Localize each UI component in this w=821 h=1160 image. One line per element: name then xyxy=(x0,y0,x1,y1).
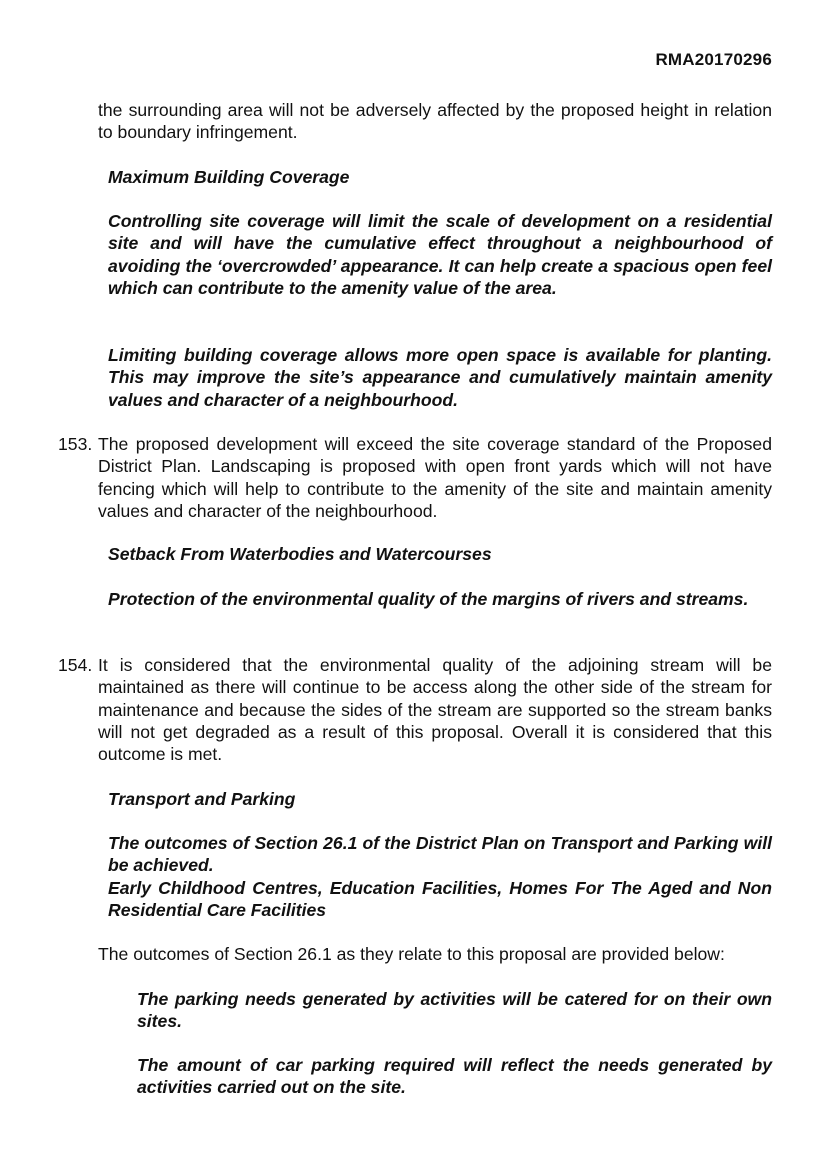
reference-number: RMA20170296 xyxy=(655,50,772,69)
heading-building-coverage: Maximum Building Coverage xyxy=(108,167,350,187)
intro-paragraph: the surrounding area will not be adversely affected by the proposed height in relation to boundary infringement. xyxy=(98,100,772,143)
paragraph-153-text: The proposed development will exceed the site coverage standard of the Proposed District Plan. Landscaping is proposed with open front yards which will not have fencing which will help to contribute to the amenity of the site and maintain amenity values and character of the neighbourhood. xyxy=(98,434,772,521)
paragraph-number-154: 154. xyxy=(58,655,93,675)
outcome-parking-1: The parking needs generated by activities will be catered for on their own sites. xyxy=(137,989,772,1032)
outcomes-intro: The outcomes of Section 26.1 as they relate to this proposal are provided below: xyxy=(98,944,725,964)
outcome-coverage-2: Limiting building coverage allows more open space is available for planting. This may improve the site’s appearance and cumulatively maintain amenity values and character of a neighbourhood. xyxy=(108,345,772,410)
outcome-parking-2: The amount of car parking required will reflect the needs generated by activities carried out on the site. xyxy=(137,1055,772,1098)
paragraph-153 xyxy=(58,433,772,522)
heading-transport: Transport and Parking xyxy=(108,789,296,809)
outcome-transport-2: Early Childhood Centres, Education Facilities, Homes For The Aged and Non Residential Care Facilities xyxy=(108,878,772,921)
outcome-transport-1: The outcomes of Section 26.1 of the District Plan on Transport and Parking will be achieved. xyxy=(108,833,772,876)
paragraph-number-153: 153. xyxy=(58,434,93,454)
outcome-setback: Protection of the environmental quality of the margins of rivers and streams. xyxy=(108,589,749,609)
paragraph-154 xyxy=(58,654,772,765)
paragraph-154-text: It is considered that the environmental quality of the adjoining stream will be maintained as there will continue to be access along the other side of the stream for maintenance and because the sides of the stream are supported so the stream banks will not get degraded as a result of this proposal. Overall it is considered that this outcome is met. xyxy=(98,655,772,765)
outcome-coverage-1: Controlling site coverage will limit the scale of development on a residential site and will have the cumulative effect throughout a neighbourhood of avoiding the ‘overcrowded’ appearance. It can help create a spacious open feel which can contribute to the amenity value of the area. xyxy=(108,211,772,298)
heading-setback: Setback From Waterbodies and Watercourses xyxy=(108,544,492,564)
